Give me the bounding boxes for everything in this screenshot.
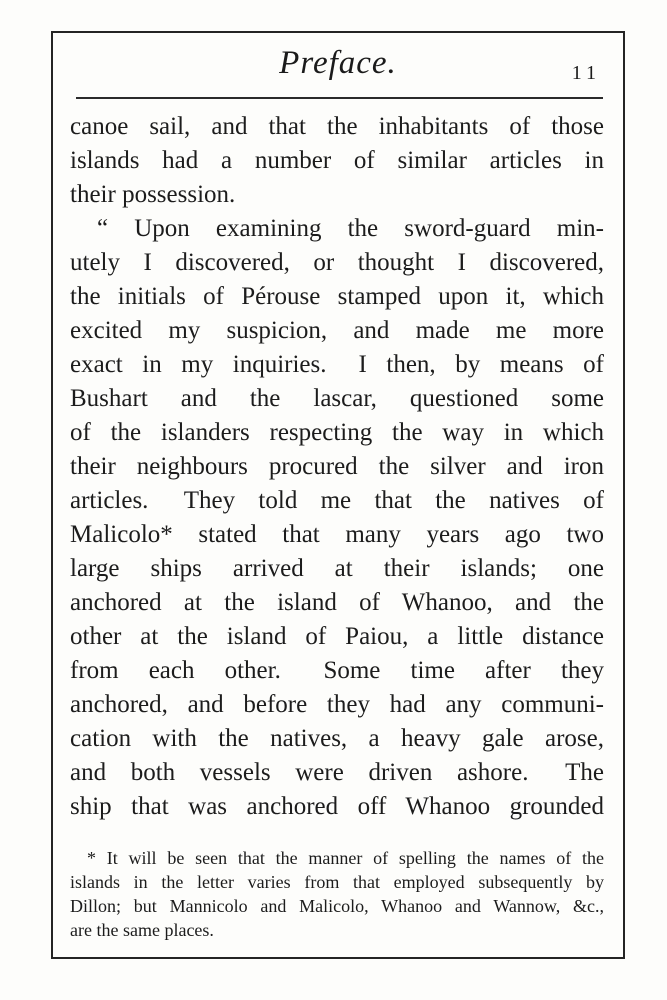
body-line: anchored, and before they had any communi- — [70, 691, 604, 718]
footnote-line: are the same places. — [70, 920, 214, 940]
body-line: from each other. Some time after they — [70, 657, 604, 684]
body-line: excited my suspicion, and made me more — [70, 317, 604, 344]
body-line: exact in my inquiries. I then, by means of — [70, 351, 604, 378]
body-line: their neighbours procured the silver and iron — [70, 453, 604, 480]
page-title: Preface. — [279, 45, 397, 81]
body-line: and both vessels were driven ashore. The — [70, 759, 604, 786]
body-line: large ships arrived at their islands; one — [70, 555, 604, 582]
body-line: islands had a number of similar articles in — [70, 147, 604, 174]
body-line: articles. They told me that the natives of — [70, 487, 604, 514]
body-line: Bushart and the lascar, questioned some — [70, 385, 604, 412]
body-line: their possession. — [70, 181, 236, 208]
body-line: utely I discovered, or thought I discovered, — [70, 249, 604, 276]
page-frame — [51, 31, 625, 959]
body-line: other at the island of Paiou, a little distance — [70, 623, 604, 650]
body-line: the initials of Pérouse stamped upon it, which — [70, 283, 604, 310]
footnote-line: Dillon; but Mannicolo and Malicolo, Whanoo and Wannow, &c., — [70, 896, 604, 916]
footnote-line: * It will be seen that the manner of spelling the names of the — [87, 848, 604, 868]
footnote — [70, 846, 604, 942]
header-rule — [76, 97, 603, 99]
body-line: Malicolo* stated that many years ago two — [70, 521, 604, 548]
body-line: anchored at the island of Whanoo, and the — [70, 589, 604, 616]
body-line: canoe sail, and that the inhabitants of those — [70, 113, 604, 140]
body-line: “ Upon examining the sword-guard min- — [97, 215, 604, 242]
body-text — [70, 110, 604, 824]
footnote-line: islands in the letter varies from that employed subsequently by — [70, 872, 604, 892]
body-line: of the islanders respecting the way in which — [70, 419, 604, 446]
body-line: cation with the natives, a heavy gale arose, — [70, 725, 604, 752]
body-line: ship that was anchored off Whanoo grounded — [70, 793, 604, 820]
page-number: 11 — [571, 62, 601, 84]
